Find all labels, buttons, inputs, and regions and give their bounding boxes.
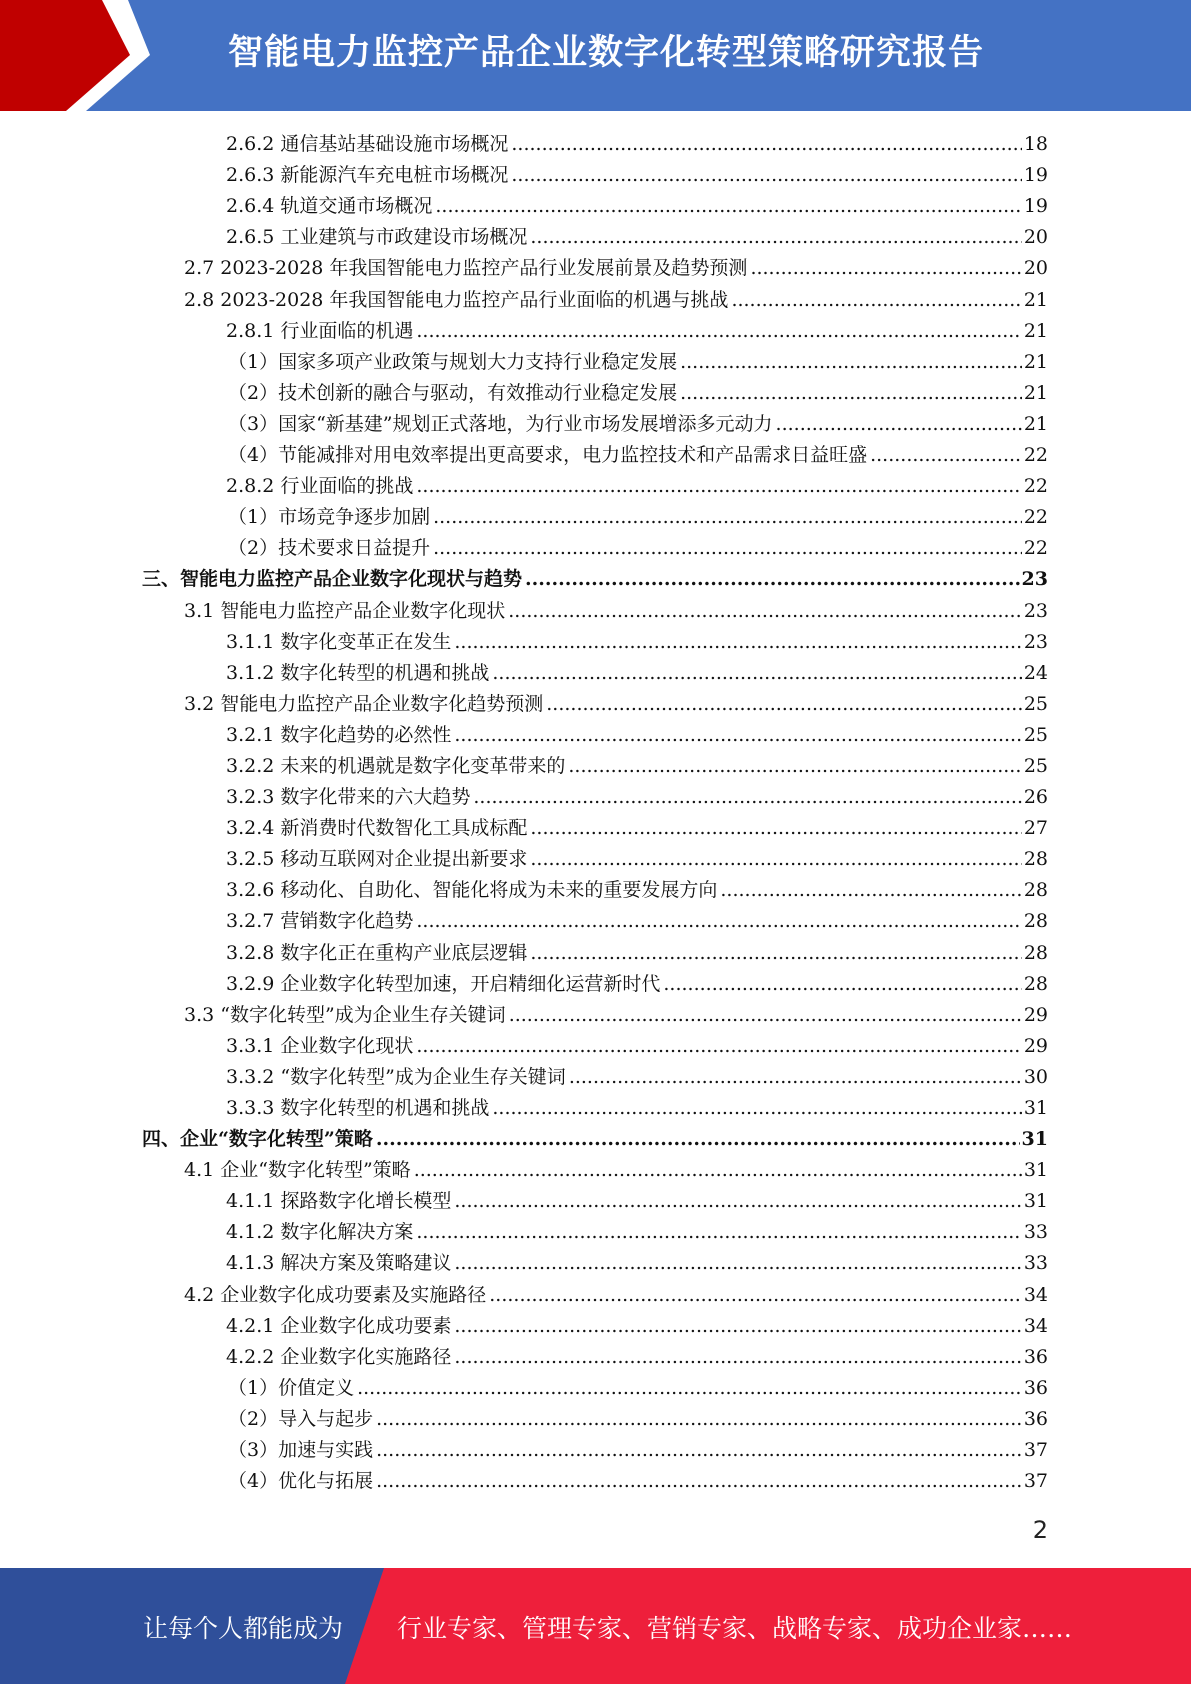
- toc-entry-page: 34: [1023, 1283, 1048, 1306]
- toc-dot-leader: [530, 940, 1021, 966]
- toc-entry-page: 21: [1023, 319, 1048, 342]
- toc-entry[interactable]: [0, 437, 1048, 468]
- toc-entry[interactable]: [0, 1028, 1048, 1059]
- toc-entry[interactable]: [0, 872, 1048, 903]
- toc-dot-leader: [870, 442, 1022, 468]
- toc-entry-page: 34: [1023, 1314, 1048, 1337]
- toc-dot-leader: [720, 877, 1021, 903]
- toc-entry-page: 28: [1023, 972, 1048, 995]
- toc-entry-page: 37: [1023, 1439, 1048, 1462]
- toc-entry-page: 29: [1023, 1034, 1048, 1057]
- toc-dot-leader: [376, 1468, 1022, 1494]
- toc-entry-title: 4.1.2 数字化解决方案: [226, 1221, 414, 1244]
- toc-entry-title: 3.2 智能电力监控产品企业数字化趋势预测: [184, 692, 544, 715]
- toc-entry[interactable]: [0, 1401, 1048, 1432]
- toc-entry[interactable]: [0, 1152, 1048, 1183]
- toc-dot-leader: [525, 566, 1020, 592]
- toc-dot-leader: [508, 598, 1022, 624]
- footer-slogan-right: 行业专家、管理专家、营销专家、战略专家、成功企业家……: [397, 1614, 1073, 1643]
- toc-entry[interactable]: [0, 1339, 1048, 1370]
- toc-entry-title: 3.2.3 数字化带来的六大趋势: [226, 786, 471, 809]
- toc-entry-title: （3）加速与实践: [228, 1439, 374, 1462]
- toc-dot-leader: [511, 162, 1021, 188]
- toc-entry-page: 22: [1023, 444, 1048, 467]
- toc-entry-title: 2.6.5 工业建筑与市政建设市场概况: [226, 226, 528, 249]
- toc-entry[interactable]: [0, 779, 1048, 810]
- toc-entry-page: 37: [1023, 1470, 1048, 1493]
- toc-dot-leader: [473, 784, 1021, 810]
- toc-entry[interactable]: [0, 250, 1048, 281]
- toc-entry-title: 3.2.8 数字化正在重构产业底层逻辑: [226, 941, 528, 964]
- toc-entry-page: 22: [1023, 506, 1048, 529]
- toc-entry-page: 24: [1023, 661, 1048, 684]
- toc-entry-page: 28: [1023, 910, 1048, 933]
- toc-entry-page: 25: [1023, 723, 1048, 746]
- toc-entry-page: 21: [1023, 412, 1048, 435]
- toc-entry-title: 2.8 2023-2028 年我国智能电力监控产品行业面临的机遇与挑战: [184, 288, 729, 311]
- toc-entry-title: 3.2.4 新消费时代数智化工具成标配: [226, 817, 528, 840]
- toc-entry-page: 21: [1023, 350, 1048, 373]
- toc-dot-leader: [416, 318, 1021, 344]
- toc-entry[interactable]: [0, 810, 1048, 841]
- toc-entry[interactable]: [0, 841, 1048, 872]
- toc-entry[interactable]: [0, 1183, 1048, 1214]
- toc-entry-title: 2.7 2023-2028 年我国智能电力监控产品行业发展前景及趋势预测: [184, 257, 748, 280]
- toc-entry-page: 18: [1023, 133, 1048, 156]
- toc-entry-title: 2.8.1 行业面临的机遇: [226, 319, 414, 342]
- toc-entry-page: 30: [1023, 1065, 1048, 1088]
- toc-entry[interactable]: [0, 344, 1048, 375]
- page-header: [0, 0, 1191, 111]
- toc-dot-leader: [454, 1188, 1021, 1214]
- toc-entry-title: 3.1 智能电力监控产品企业数字化现状: [184, 599, 506, 622]
- toc-entry-title: 3.3.3 数字化转型的机遇和挑战: [226, 1097, 490, 1119]
- toc-dot-leader: [568, 753, 1021, 779]
- toc-entry[interactable]: [0, 281, 1048, 312]
- toc-entry-title: 4.1.1 探路数字化增长模型: [226, 1190, 452, 1213]
- toc-entry-title: 4.1 企业“数字化转型”策略: [184, 1159, 411, 1182]
- toc-entry[interactable]: [0, 406, 1048, 437]
- toc-dot-leader: [454, 1250, 1021, 1276]
- toc-entry-title: （3）国家“新基建”规划正式落地，为行业市场发展增添多元动力: [228, 412, 773, 435]
- report-title: 智能电力监控产品企业数字化转型策略研究报告: [228, 33, 985, 73]
- toc-entry[interactable]: [0, 1121, 1048, 1152]
- toc-entry-page: 25: [1023, 754, 1048, 777]
- toc-entry[interactable]: [0, 530, 1048, 561]
- toc-dot-leader: [530, 846, 1021, 872]
- toc-entry-page: 20: [1023, 257, 1048, 280]
- toc-entry[interactable]: [0, 748, 1048, 779]
- toc-dot-leader: [416, 1033, 1021, 1059]
- toc-entry-page: 21: [1023, 381, 1048, 404]
- toc-entry-page: 28: [1023, 941, 1048, 964]
- toc-dot-leader: [416, 473, 1021, 499]
- toc-entry-title: 2.8.2 行业面临的挑战: [226, 475, 414, 498]
- toc-entry-title: 4.1.3 解决方案及策略建议: [226, 1252, 452, 1275]
- toc-dot-leader: [680, 380, 1022, 406]
- toc-entry-page: 36: [1023, 1345, 1048, 1368]
- toc-dot-leader: [376, 1406, 1022, 1432]
- toc-entry-title: （2）导入与起步: [228, 1407, 374, 1430]
- toc-dot-leader: [454, 1344, 1021, 1370]
- toc-entry-title: （1）市场竞争逐步加剧: [228, 506, 431, 529]
- toc-entry-title: 2.6.3 新能源汽车充电桩市场概况: [226, 164, 509, 187]
- toc-entry-page: 33: [1023, 1252, 1048, 1275]
- toc-entry[interactable]: [0, 499, 1048, 530]
- toc-entry-title: 3.2.5 移动互联网对企业提出新要求: [226, 848, 528, 871]
- toc-dot-leader: [546, 691, 1022, 717]
- toc-entry[interactable]: [0, 997, 1048, 1028]
- toc-entry[interactable]: [0, 717, 1048, 748]
- toc-dot-leader: [509, 1002, 1022, 1028]
- toc-entry-page: 26: [1023, 786, 1048, 809]
- toc-entry-title: （2）技术创新的融合与驱动，有效推动行业稳定发展: [228, 381, 678, 404]
- toc-dot-leader: [569, 1064, 1022, 1090]
- toc-entry-title: 3.2.2 未来的机遇就是数字化变革带来的: [226, 754, 566, 777]
- toc-entry-page: 19: [1023, 195, 1048, 218]
- toc-dot-leader: [489, 1282, 1022, 1308]
- toc-entry-title: 2.6.4 轨道交通市场概况: [226, 195, 433, 218]
- toc-entry[interactable]: [0, 1276, 1048, 1307]
- toc-dot-leader: [776, 411, 1022, 437]
- toc-entry-title: 四、企业“数字化转型”策略: [142, 1128, 373, 1151]
- toc-entry[interactable]: [0, 375, 1048, 406]
- toc-dot-leader: [376, 1437, 1022, 1463]
- toc-dot-leader: [454, 722, 1021, 748]
- toc-entry[interactable]: [0, 903, 1048, 934]
- toc-entry-page: 22: [1023, 537, 1048, 560]
- toc-entry[interactable]: [0, 1463, 1048, 1494]
- toc-entry-page: 20: [1023, 226, 1048, 249]
- toc-dot-leader: [414, 1157, 1022, 1183]
- toc-entry[interactable]: [0, 157, 1048, 188]
- toc-dot-leader: [454, 1313, 1021, 1339]
- toc-entry-title: 3.2.6 移动化、自助化、智能化将成为未来的重要发展方向: [226, 879, 718, 902]
- toc-entry[interactable]: [0, 1245, 1048, 1276]
- toc-entry[interactable]: [0, 1370, 1048, 1401]
- page-number: 2: [1032, 1516, 1048, 1544]
- toc-entry-page: 23: [1023, 630, 1048, 653]
- toc-entry-title: 3.2.9 企业数字化转型加速，开启精细化运营新时代: [226, 972, 661, 995]
- toc-entry-page: 29: [1023, 1003, 1048, 1026]
- toc-entry[interactable]: [0, 126, 1048, 157]
- toc-dot-leader: [511, 131, 1021, 157]
- toc-dot-leader: [731, 287, 1021, 313]
- toc-entry-title: 4.2.1 企业数字化成功要素: [226, 1314, 452, 1337]
- toc-dot-leader: [376, 1126, 1020, 1152]
- toc-entry-title: 3.3.1 企业数字化现状: [226, 1034, 414, 1057]
- toc-entry-page: 31: [1021, 1128, 1048, 1151]
- toc-entry[interactable]: [0, 1214, 1048, 1245]
- toc-entry[interactable]: [0, 1432, 1048, 1463]
- toc-dot-leader: [433, 504, 1022, 530]
- toc-entry[interactable]: [0, 592, 1048, 623]
- toc-entry-page: 33: [1023, 1221, 1048, 1244]
- toc-dot-leader: [750, 255, 1021, 281]
- toc-entry-title: （1）国家多项产业政策与规划大力支持行业稳定发展: [228, 350, 678, 373]
- toc-entry-title: 4.2 企业数字化成功要素及实施路径: [184, 1283, 487, 1306]
- toc-entry-title: 3.3.2 “数字化转型”成为企业生存关键词: [226, 1065, 566, 1088]
- toc-entry[interactable]: [0, 1059, 1048, 1090]
- toc-entry-page: 31: [1023, 1097, 1048, 1119]
- toc-entry-page: 21: [1023, 288, 1048, 311]
- toc-entry-page: 31: [1023, 1159, 1048, 1182]
- toc-entry-title: （2）技术要求日益提升: [228, 537, 431, 560]
- toc-dot-leader: [492, 660, 1021, 686]
- toc-entry[interactable]: [0, 188, 1048, 219]
- toc-entry[interactable]: [0, 1090, 1048, 1121]
- toc-entry[interactable]: [0, 686, 1048, 717]
- toc-entry-page: 22: [1023, 475, 1048, 498]
- toc-dot-leader: [416, 908, 1021, 934]
- toc-entry-page: 27: [1023, 817, 1048, 840]
- toc-entry[interactable]: [0, 655, 1048, 686]
- toc-entry-title: （1）价值定义: [228, 1376, 355, 1399]
- toc-entry-page: 36: [1023, 1407, 1048, 1430]
- toc-entry[interactable]: [0, 1308, 1048, 1339]
- footer-slogan-left: 让每个人都能成为: [143, 1614, 344, 1643]
- toc-entry-page: 28: [1023, 848, 1048, 871]
- toc-dot-leader: [680, 349, 1022, 375]
- toc-entry[interactable]: [0, 934, 1048, 965]
- toc-dot-leader: [663, 971, 1021, 997]
- toc-entry-title: （4）优化与拓展: [228, 1470, 374, 1493]
- toc-entry-title: 2.6.2 通信基站基础设施市场概况: [226, 133, 509, 156]
- toc-entry-title: 3.3 “数字化转型”成为企业生存关键词: [184, 1003, 506, 1026]
- toc-dot-leader: [357, 1375, 1022, 1401]
- toc-dot-leader: [454, 629, 1021, 655]
- table-of-contents: [0, 126, 1191, 1494]
- toc-entry-page: 23: [1021, 568, 1048, 591]
- toc-dot-leader: [435, 193, 1021, 219]
- toc-entry-page: 28: [1023, 879, 1048, 902]
- toc-entry-title: 4.2.2 企业数字化实施路径: [226, 1345, 452, 1368]
- toc-entry-title: 3.2.1 数字化趋势的必然性: [226, 723, 452, 746]
- toc-entry-title: 3.2.7 营销数字化趋势: [226, 910, 414, 933]
- toc-entry-page: 25: [1023, 692, 1048, 715]
- toc-entry-title: 三、智能电力监控产品企业数字化现状与趋势: [142, 568, 523, 591]
- toc-entry-page: 36: [1023, 1376, 1048, 1399]
- toc-entry[interactable]: [0, 313, 1048, 344]
- toc-entry-page: 23: [1023, 599, 1048, 622]
- toc-dot-leader: [416, 1219, 1021, 1245]
- toc-dot-leader: [433, 535, 1022, 561]
- toc-entry[interactable]: [0, 219, 1048, 250]
- toc-entry[interactable]: [0, 468, 1048, 499]
- toc-entry-title: （4）节能减排对用电效率提出更高要求，电力监控技术和产品需求日益旺盛: [228, 444, 868, 467]
- toc-entry[interactable]: [0, 624, 1048, 655]
- toc-dot-leader: [530, 815, 1021, 841]
- toc-entry-page: 19: [1023, 164, 1048, 187]
- toc-dot-leader: [492, 1095, 1021, 1121]
- page-footer: [0, 1568, 1191, 1684]
- toc-entry[interactable]: [0, 561, 1048, 592]
- toc-entry-page: 31: [1023, 1190, 1048, 1213]
- toc-entry-title: 3.1.1 数字化变革正在发生: [226, 630, 452, 653]
- toc-entry-title: 3.1.2 数字化转型的机遇和挑战: [226, 661, 490, 684]
- toc-dot-leader: [530, 224, 1021, 250]
- toc-entry[interactable]: [0, 966, 1048, 997]
